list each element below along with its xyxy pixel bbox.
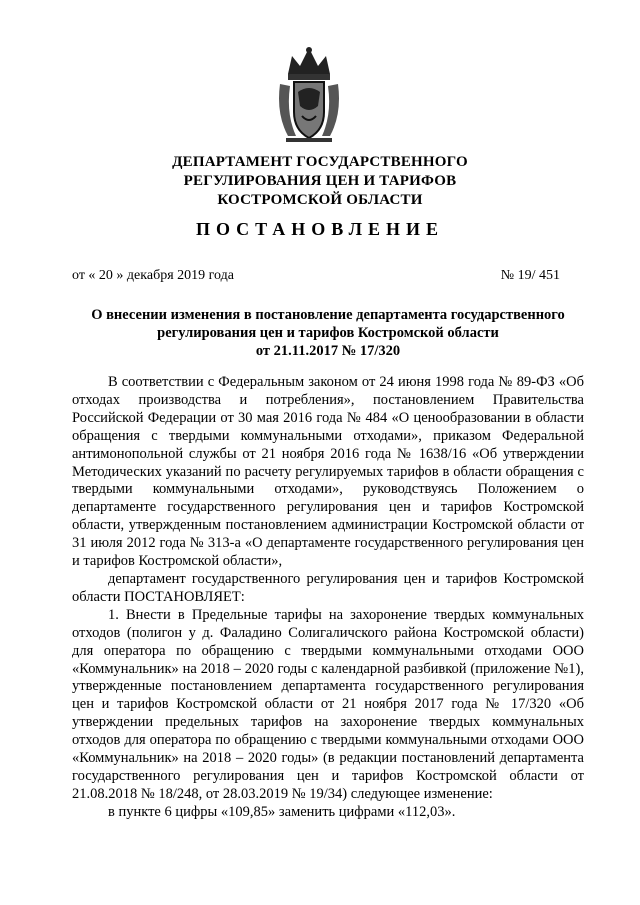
document-title <box>72 306 584 360</box>
org-line-3: КОСТРОМСКОЙ ОБЛАСТИ <box>217 192 423 208</box>
title-line-2: регулирования цен и тарифов Костромской области <box>157 325 499 341</box>
org-line-2: РЕГУЛИРОВАНИЯ ЦЕН И ТАРИФОВ <box>183 173 457 189</box>
title-line-3: от 21.11.2017 № 17/320 <box>255 343 401 359</box>
body-paragraph-resolves: департамент государственного регулирования цен и тарифов Костромской области ПОСТАНОВЛЯЕТ: <box>72 570 584 605</box>
coat-of-arms-emblem <box>274 44 344 144</box>
organization-name <box>0 153 640 210</box>
title-line-1: О внесении изменения в постановление департамента государственного <box>91 307 565 323</box>
document-date: от « 20 » декабря 2019 года <box>72 268 234 283</box>
org-line-1: ДЕПАРТАМЕНТ ГОСУДАРСТВЕННОГО <box>172 154 468 170</box>
body-paragraph-item-1: 1. Внести в Предельные тарифы на захоронение твердых коммунальных отходов (полигон у д. Фаладино Солигаличского района Костромской области) для оператора по обращению с твердыми коммунальными отходами ООО «Коммунальник» на 2018 – 2020 годы с календарной разбивкой (приложение №1), утвержденные постановлением департамента государственного регулирования цен и тарифов Костромской области от 21 ноября 2017 года № 17/320 «Об утверждении предельных тарифов на захоронение твердых коммунальных отходов для оператора по обращению с твердыми коммунальными отходами ООО «Коммунальник» на 2018 – 2020 годы» (в редакции постановлений департамента государственного регулирования цен и тарифов Костромской области от 21.08.2018 № 18/248, от 28.03.2019 № 19/34) следующее изменение: <box>72 606 584 802</box>
body-paragraph-change: в пункте 6 цифры «109,85» заменить цифрами «112,03». <box>108 803 456 820</box>
document-type-heading: ПОСТАНОВЛЕНИЕ <box>195 219 445 239</box>
document-number: № 19/ 451 <box>500 268 560 283</box>
body-paragraph-preamble: В соответствии с Федеральным законом от 24 июня 1998 года № 89-ФЗ «Об отходах производства и потребления», постановлением Правительства Российской Федерации от 30 мая 2016 года № 484 «О ценообразовании в области обращения с твердыми коммунальными отходами», приказом Федеральной антимонопольной службы от 21 ноября 2016 года № 1638/16 «Об утверждении Методических указаний по расчету регулируемых тарифов в области обращения с твердыми коммунальными отходами», руководствуясь Положением о департаменте государственного регулирования цен и тарифов Костромской области, утвержденным постановлением администрации Костромской области от 31 июля 2012 года № 313-а «О департаменте государственного регулирования цен и тарифов Костромской области», <box>72 374 584 570</box>
document-body <box>72 374 584 822</box>
